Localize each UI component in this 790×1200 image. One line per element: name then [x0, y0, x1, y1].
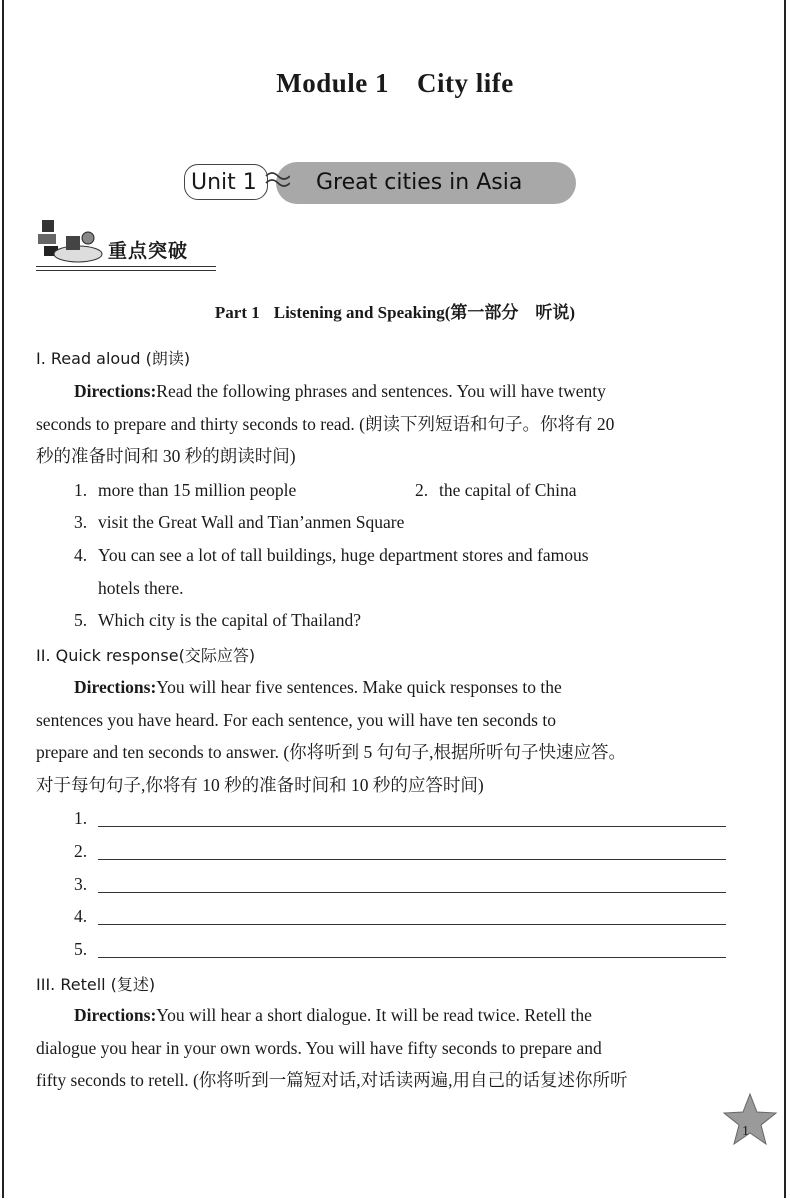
list-item-continuation: hotels there.	[98, 578, 184, 598]
section-header	[36, 216, 226, 272]
answer-number: 2.	[74, 841, 88, 861]
directions-line: 秒的准备时间和 30 秒的朗读时间)	[36, 446, 296, 466]
module-title	[0, 68, 790, 99]
list-item	[74, 480, 296, 501]
answer-blank[interactable]	[98, 826, 726, 827]
list-item	[74, 545, 726, 566]
directions-line: sentences you have heard. For each sentence, you will have ten seconds to	[36, 710, 556, 730]
unit-banner	[184, 160, 576, 206]
directions-line: 对于每句句子,你将有 10 秒的准备时间和 10 秒的应答时间)	[36, 775, 484, 795]
answer-number: 3.	[74, 874, 88, 894]
directions-label: Directions	[74, 677, 151, 697]
answer-number: 4.	[74, 906, 88, 926]
answer-blank[interactable]	[98, 892, 726, 893]
item-number: 2.	[415, 480, 429, 500]
unit-title: Great cities in Asia	[276, 162, 576, 204]
answer-line[interactable]	[74, 874, 726, 894]
part-number: Part 1	[214, 303, 260, 322]
section-heading-quick-response: II. Quick response(交际应答)	[36, 646, 256, 665]
directions-label: Directions	[74, 381, 151, 401]
directions-label: Directions	[74, 1005, 151, 1025]
directions-line: seconds to prepare and thirty seconds to read. (朗读下列短语和句子。你将有 20	[36, 414, 615, 434]
module-name: City life	[417, 68, 514, 98]
item-text: visit the Great Wall and Tian’anmen Square	[98, 512, 405, 532]
page-number: 1	[742, 1124, 749, 1139]
answer-blank[interactable]	[98, 924, 726, 925]
wave-icon	[264, 170, 290, 192]
answer-line[interactable]	[74, 808, 726, 828]
divider	[36, 266, 216, 267]
directions-paragraph: Directions:You will hear five sentences. Make quick responses to the	[74, 677, 562, 697]
directions-text: Read the following phrases and sentences. You will have twenty	[156, 381, 606, 401]
directions-paragraph: Directions:You will hear a short dialogue. It will be read twice. Retell the	[74, 1005, 592, 1025]
answer-line[interactable]	[74, 841, 726, 861]
item-text: more than 15 million people	[98, 480, 297, 500]
list-item	[415, 480, 577, 501]
answer-blank[interactable]	[98, 957, 726, 958]
section-header-label: 重点突破	[108, 240, 189, 262]
item-text: the capital of China	[439, 480, 577, 500]
unit-badge: Unit 1	[184, 164, 268, 200]
directions-line: fifty seconds to retell. (你将听到一篇短对话,对话读两遍,用自己的话复述你所听	[36, 1070, 628, 1090]
part-title	[0, 298, 790, 323]
answer-number: 5.	[74, 939, 88, 959]
item-number: 4.	[74, 545, 88, 565]
directions-paragraph: Directions:Read the following phrases and sentences. You will have twenty	[74, 381, 606, 401]
answer-blank[interactable]	[98, 859, 726, 860]
section-heading-read-aloud: I. Read aloud (朗读)	[36, 349, 191, 368]
section-heading-retell: III. Retell (复述)	[36, 975, 156, 994]
list-item	[74, 512, 404, 533]
star-icon	[722, 1092, 778, 1148]
module-number: Module 1	[276, 68, 390, 98]
directions-line: prepare and ten seconds to answer. (你将听到 5 句句子,根据所听句子快速应答。	[36, 742, 627, 762]
part-name: Listening and Speaking(第一部分 听说)	[273, 303, 576, 322]
item-number: 1.	[74, 480, 88, 500]
directions-text: You will hear a short dialogue. It will be read twice. Retell the	[156, 1005, 592, 1025]
divider	[36, 270, 216, 271]
list-item	[74, 610, 361, 631]
item-text: Which city is the capital of Thailand?	[98, 610, 362, 630]
directions-text: You will hear five sentences. Make quick responses to the	[156, 677, 562, 697]
blocks-icon	[36, 216, 106, 268]
answer-line[interactable]	[74, 906, 726, 926]
answer-number: 1.	[74, 808, 88, 828]
item-number: 3.	[74, 512, 88, 532]
item-number: 5.	[74, 610, 88, 630]
item-text: You can see a lot of tall buildings, huge department stores and famous	[98, 545, 589, 565]
directions-line: dialogue you hear in your own words. You will have fifty seconds to prepare and	[36, 1038, 602, 1058]
answer-line[interactable]	[74, 939, 726, 959]
